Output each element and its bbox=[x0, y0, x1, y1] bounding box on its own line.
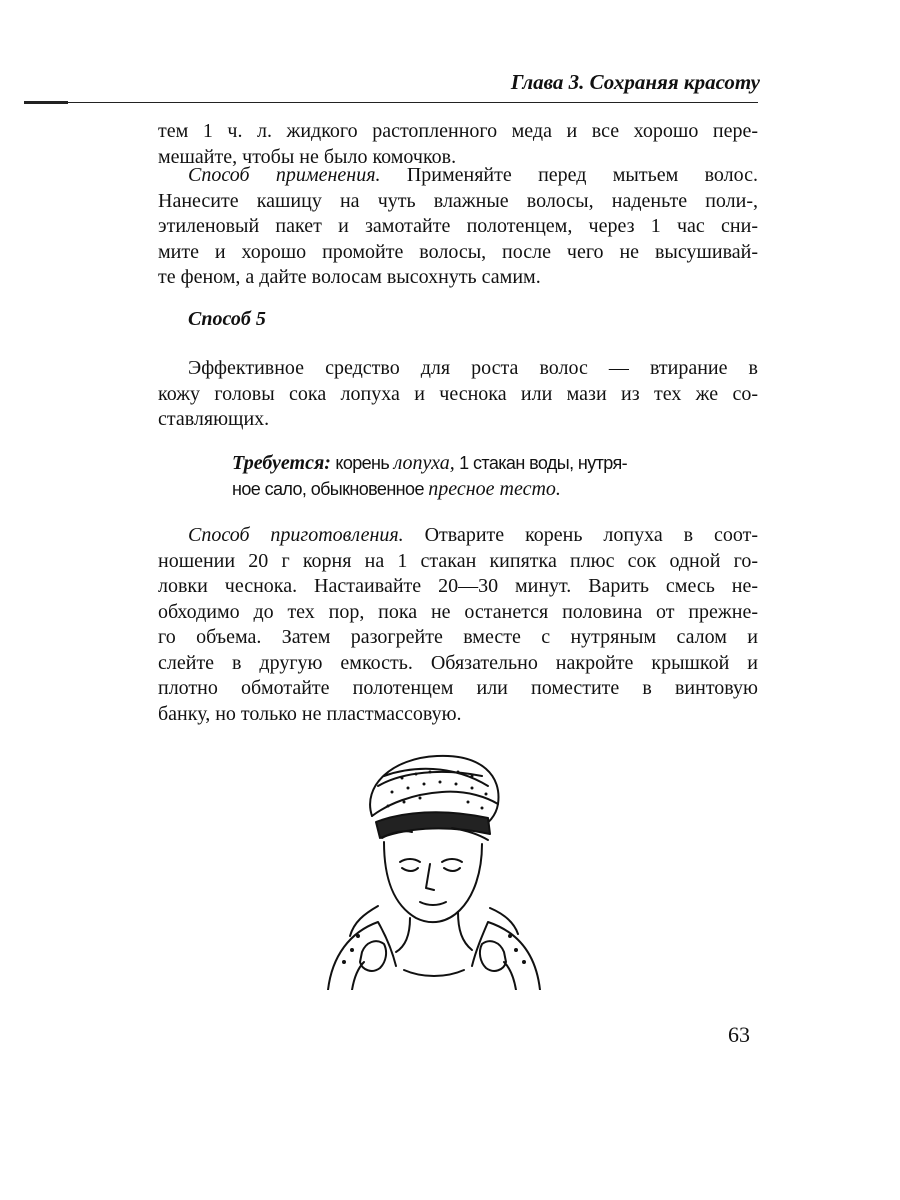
text-line: ставляющих. bbox=[158, 408, 270, 430]
header-rule-accent bbox=[24, 101, 68, 104]
paragraph-3 bbox=[158, 356, 758, 433]
text-fragment: лопуха, bbox=[393, 452, 455, 474]
text-line: Эффективное средство для роста волос — втирание в bbox=[188, 357, 758, 379]
text-line: мите и хорошо промойте волосы, после чего не высушивай- bbox=[158, 240, 758, 263]
text-line: ловки чеснока. Настаивайте 20—30 минут. Варить смесь не- bbox=[158, 575, 758, 597]
text-line bbox=[158, 523, 758, 549]
illustration-svg bbox=[292, 746, 576, 990]
paragraph-2 bbox=[158, 163, 758, 291]
text-line: плотно обмотайте полотенцем или поместите в винтовую bbox=[158, 677, 758, 699]
text-line: тем 1 ч. л. жидкого растопленного меда и все хорошо пере- bbox=[158, 120, 758, 142]
requirements-line bbox=[232, 476, 710, 502]
text-line: банку, но только не пластмассовую. bbox=[158, 702, 462, 725]
woman-with-towel-turban-illustration bbox=[292, 746, 576, 990]
text-line: мешайте, чтобы не было комочков. bbox=[158, 145, 457, 168]
text-line: обходимо до тех пор, пока не останется половина от прежне- bbox=[158, 600, 758, 623]
text-line: го объема. Затем разогрейте вместе с нутряным салом и bbox=[158, 626, 758, 648]
text-fragment: 1 стакан воды, нутря- bbox=[454, 453, 628, 473]
text-line: слейте в другую емкость. Обязательно накройте крышкой и bbox=[158, 651, 758, 674]
method-label: Способ приготовления. bbox=[188, 524, 404, 546]
chapter-title: Глава 3. Сохраняя красоту bbox=[510, 70, 760, 94]
requirements-label: Требуется: bbox=[232, 452, 331, 474]
header-rule bbox=[24, 102, 758, 103]
text-fragment: корень bbox=[330, 453, 394, 473]
page-number: 63 bbox=[728, 1022, 750, 1047]
text-line: те феном, а дайте волосам высохнуть самим. bbox=[158, 266, 541, 288]
text-fragment: Применяйте перед мытьем волос. bbox=[380, 164, 758, 186]
requirements-block bbox=[232, 450, 710, 502]
text-fragment: Отварите корень лопуха в соот- bbox=[403, 524, 759, 546]
section-heading: Способ 5 bbox=[188, 308, 266, 330]
text-line: кожу головы сока лопуха и чеснока или мази из тех же со- bbox=[158, 382, 758, 405]
requirements-line bbox=[232, 450, 710, 476]
text-fragment: пресное тесто. bbox=[428, 478, 561, 500]
text-line bbox=[158, 163, 758, 189]
running-head bbox=[20, 70, 760, 102]
text-line: Нанесите кашицу на чуть влажные волосы, наденьте поли-, bbox=[158, 189, 758, 212]
text-line: этиленовый пакет и замотайте полотенцем, через 1 час сни- bbox=[158, 215, 758, 237]
text-fragment: ное сало, обыкновенное bbox=[232, 479, 429, 499]
method-label: Способ применения. bbox=[188, 164, 381, 186]
text-line: ношении 20 г корня на 1 стакан кипятка плюс сок одной го- bbox=[158, 549, 758, 572]
paragraph-4 bbox=[158, 523, 758, 727]
